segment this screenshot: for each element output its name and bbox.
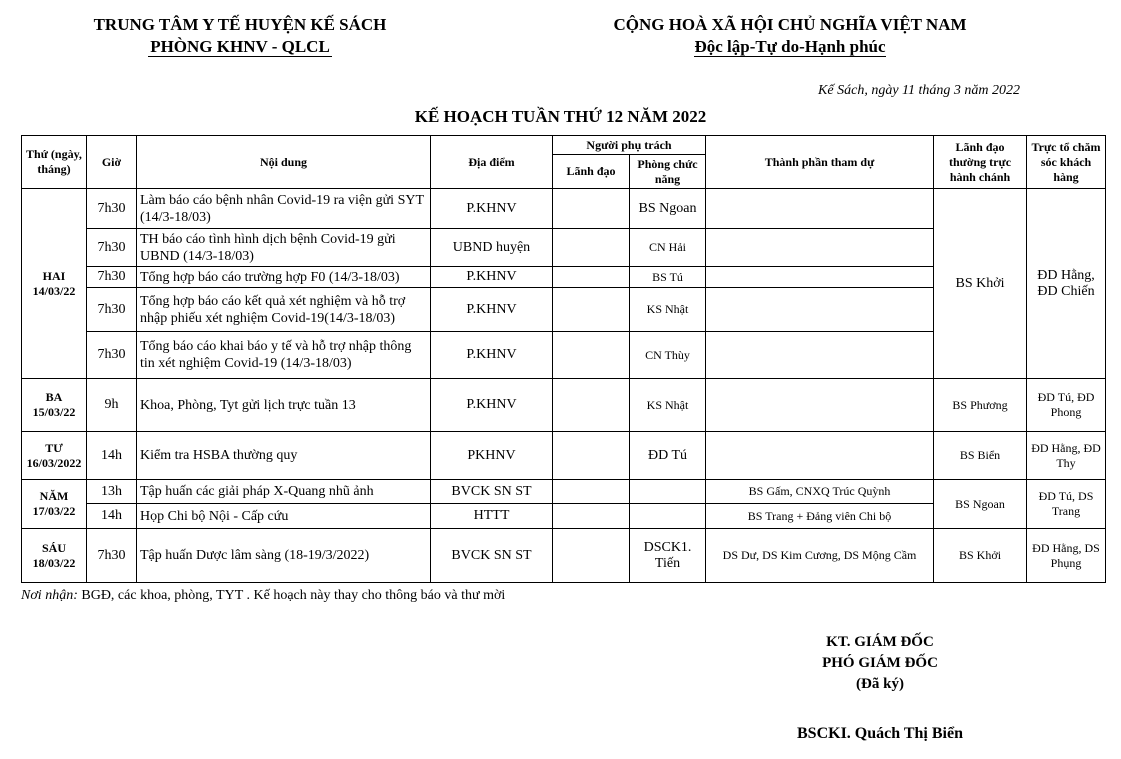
time-cell: 13h: [87, 480, 137, 504]
leader-cell: [553, 189, 630, 229]
col-leader-header: Lãnh đạo: [553, 155, 630, 189]
participants-cell: [706, 379, 934, 432]
leader-cell: [553, 229, 630, 267]
time-cell: 7h30: [87, 332, 137, 379]
department-cell: [630, 504, 706, 529]
signer-name: BSCKI. Quách Thị Biển: [797, 725, 963, 742]
content-cell: Tập huấn Dược lâm sàng (18-19/3/2022): [137, 529, 431, 583]
recipients-text: BGĐ, các khoa, phòng, TYT . Kế hoạch này thay cho thông báo và thư mời: [81, 588, 506, 603]
col-responsible-header: Người phụ trách: [553, 136, 706, 155]
dept-name: PHÒNG KHNV - QLCL: [150, 37, 330, 56]
col-location-header: Địa điểm: [431, 136, 553, 189]
day-name: NĂM: [39, 489, 69, 503]
plan-title: KẾ HOẠCH TUẦN THỨ 12 NĂM 2022: [414, 107, 707, 126]
time-cell: 7h30: [87, 267, 137, 288]
care-team-cell: ĐD Tú, ĐD Phong: [1027, 379, 1106, 432]
table-row: [22, 480, 1106, 504]
department-cell: CN Hải: [630, 229, 706, 267]
department-cell: KS Nhật: [630, 379, 706, 432]
location-cell: BVCK SN ST: [431, 480, 553, 504]
participants-cell: [706, 229, 934, 267]
care-team-cell: ĐD Hằng, DS Phụng: [1027, 529, 1106, 583]
day-cell: [22, 432, 87, 480]
location-cell: P.KHNV: [431, 267, 553, 288]
content-cell: Kiểm tra HSBA thường quy: [137, 432, 431, 480]
time-cell: 14h: [87, 504, 137, 529]
care-team-cell: ĐD Tú, DS Trang: [1027, 480, 1106, 529]
header-left: [60, 14, 420, 58]
department-cell: BS Tú: [630, 267, 706, 288]
signature-status: (Đã ký): [856, 676, 904, 692]
duty-leader-cell: BS Biển: [934, 432, 1027, 480]
day-name: SÁU: [41, 540, 66, 555]
col-care-team-header: Trực tổ chăm sóc khách hàng: [1027, 136, 1106, 189]
day-name: TƯ: [45, 440, 63, 455]
location-cell: P.KHNV: [431, 288, 553, 332]
location-cell: P.KHNV: [431, 189, 553, 229]
col-duty-leader-header: Lãnh đạo thường trực hành chánh: [934, 136, 1027, 189]
day-date: 15/03/22: [32, 405, 76, 419]
table-row: [22, 529, 1106, 583]
content-cell: Khoa, Phòng, Tyt gửi lịch trực tuần 13: [137, 379, 431, 432]
table-row: [22, 432, 1106, 480]
content-cell: Tổng hợp báo cáo kết quả xét nghiệm và hỗ trợ nhập phiếu xét nghiệm Covid-19(14/3-18/03): [137, 288, 431, 332]
day-date: 16/03/2022: [26, 455, 82, 470]
care-team-cell: ĐD Hằng, ĐD Chiến: [1027, 189, 1106, 379]
department-cell: BS Ngoan: [630, 189, 706, 229]
day-date: 17/03/22: [32, 504, 76, 518]
col-department-header: Phòng chức năng: [630, 155, 706, 189]
duty-leader-cell: BS Phương: [934, 379, 1027, 432]
table-row: [22, 379, 1106, 432]
signature-line2: PHÓ GIÁM ĐỐC: [822, 655, 938, 671]
leader-cell: [553, 332, 630, 379]
participants-cell: DS Dư, DS Kim Cương, DS Mộng Cầm: [706, 529, 934, 583]
day-cell: [22, 529, 87, 583]
motto: Độc lập-Tự do-Hạnh phúc: [694, 37, 886, 56]
duty-leader-cell: BS Khởi: [934, 189, 1027, 379]
recipients-label: Nơi nhận:: [21, 588, 78, 603]
leader-cell: [553, 267, 630, 288]
time-cell: 7h30: [87, 288, 137, 332]
day-name: HAI: [42, 268, 66, 283]
time-cell: 9h: [87, 379, 137, 432]
location-cell: HTTT: [431, 504, 553, 529]
content-cell: Họp Chi bộ Nội - Cấp cứu: [137, 504, 431, 529]
department-cell: DSCK1. Tiến: [630, 529, 706, 583]
participants-cell: [706, 332, 934, 379]
content-cell: Tổng hợp báo cáo trường hợp F0 (14/3-18/03): [137, 267, 431, 288]
department-cell: ĐD Tú: [630, 432, 706, 480]
content-cell: Tổng báo cáo khai báo y tế và hỗ trợ nhập thông tin xét nghiệm Covid-19 (14/3-18/03): [137, 332, 431, 379]
signature-block: [760, 632, 1000, 695]
department-cell: [630, 480, 706, 504]
location-cell: UBND huyện: [431, 229, 553, 267]
department-cell: CN Thùy: [630, 332, 706, 379]
leader-cell: [553, 480, 630, 504]
leader-cell: [553, 432, 630, 480]
col-day-header: Thứ (ngày, tháng): [22, 136, 87, 189]
day-date: 14/03/22: [32, 283, 76, 298]
participants-cell: [706, 267, 934, 288]
time-cell: 7h30: [87, 529, 137, 583]
location-cell: BVCK SN ST: [431, 529, 553, 583]
col-content-header: Nội dung: [137, 136, 431, 189]
leader-cell: [553, 504, 630, 529]
day-cell: [22, 379, 87, 432]
day-name: BA: [45, 390, 63, 404]
table-row: [22, 189, 1106, 229]
location-cell: PKHNV: [431, 432, 553, 480]
participants-cell: [706, 189, 934, 229]
content-cell: TH báo cáo tình hình dịch bệnh Covid-19 gửi UBND (14/3-18/03): [137, 229, 431, 267]
content-cell: Tập huấn các giải pháp X-Quang nhũ ảnh: [137, 480, 431, 504]
time-cell: 14h: [87, 432, 137, 480]
leader-cell: [553, 529, 630, 583]
duty-leader-cell: BS Ngoan: [934, 480, 1027, 529]
time-cell: 7h30: [87, 229, 137, 267]
nation-name: CỘNG HOÀ XÃ HỘI CHỦ NGHĨA VIỆT NAM: [613, 15, 967, 34]
header-right: [585, 14, 995, 58]
care-team-cell: ĐD Hằng, ĐD Thy: [1027, 432, 1106, 480]
participants-cell: [706, 432, 934, 480]
col-time-header: Giờ: [87, 136, 137, 189]
day-cell: [22, 480, 87, 529]
duty-leader-cell: BS Khởi: [934, 529, 1027, 583]
department-cell: KS Nhật: [630, 288, 706, 332]
signature-line1: KT. GIÁM ĐỐC: [826, 634, 934, 650]
leader-cell: [553, 288, 630, 332]
participants-cell: [706, 288, 934, 332]
location-cell: P.KHNV: [431, 332, 553, 379]
date-line: Kế Sách, ngày 11 tháng 3 năm 2022: [818, 83, 1020, 98]
time-cell: 7h30: [87, 189, 137, 229]
participants-cell: BS Trang + Đảng viên Chi bộ: [706, 504, 934, 529]
content-cell: Làm báo cáo bệnh nhân Covid-19 ra viện gửi SYT (14/3-18/03): [137, 189, 431, 229]
day-date: 18/03/22: [32, 555, 76, 570]
participants-cell: BS Gấm, CNXQ Trúc Quỳnh: [706, 480, 934, 504]
recipients: [21, 588, 505, 604]
leader-cell: [553, 379, 630, 432]
weekly-plan-table: [21, 135, 1106, 583]
col-participants-header: Thành phần tham dự: [706, 136, 934, 189]
org-name: TRUNG TÂM Y TẾ HUYỆN KẾ SÁCH: [93, 15, 387, 34]
day-cell: [22, 189, 87, 379]
location-cell: P.KHNV: [431, 379, 553, 432]
